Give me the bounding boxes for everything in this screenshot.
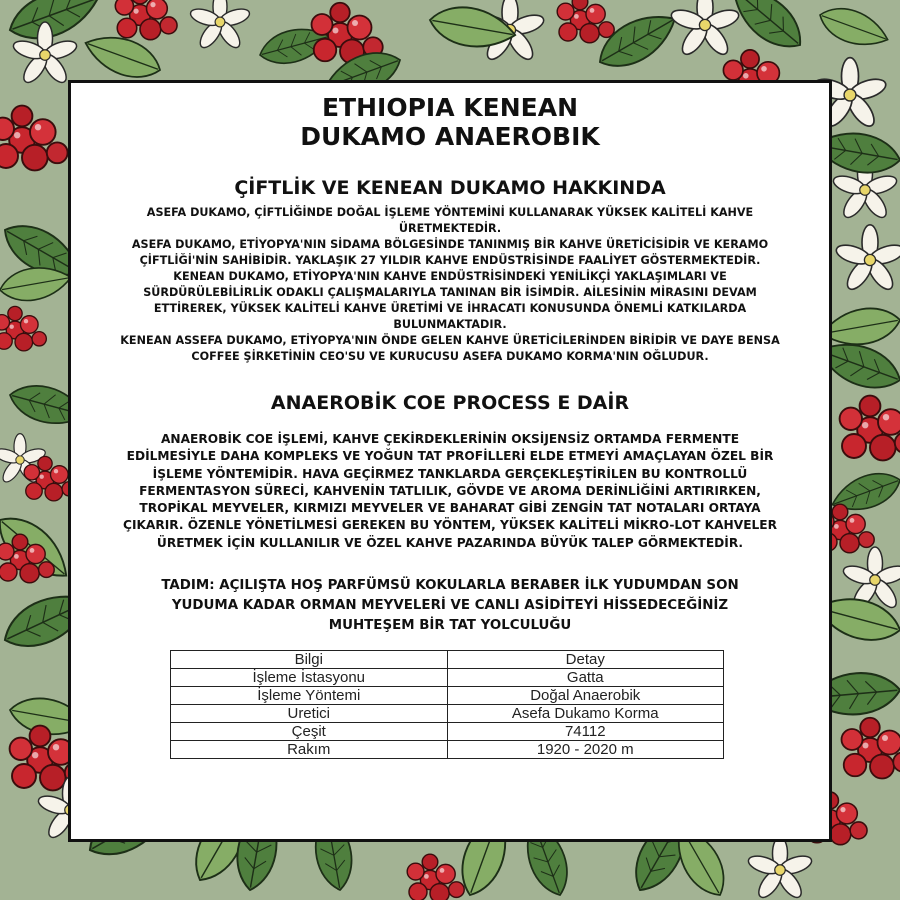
text-line: EDİLMESİYLE DAHA KOMPLEKS VE YOĞUN TAT PROFİLLERİ ELDE ETMEYİ AMAÇLAYAN ÖZEL BİR <box>126 449 774 464</box>
table-cell: Gatta <box>447 669 724 687</box>
table-cell: Uretici <box>171 705 448 723</box>
table-cell: Çeşit <box>171 723 448 741</box>
text-line: ÇIKARIR. ÖZENLE YÖNETİLMESİ GEREKEN BU YÖNTEM, YÜKSEK KALİTELİ MİKRO-LOT KAHVELER <box>123 518 777 533</box>
table-cell: Asefa Dukamo Korma <box>447 705 724 723</box>
text-line: YUDUMA KADAR ORMAN MEYVELERİ VE CANLI ASİDİTEYİ HİSSEDECEĞİNİZ <box>171 598 729 613</box>
table-header-row <box>171 651 724 669</box>
text-line: COFFEE ŞİRKETİNİN CEO'SU VE KURUCUSU ASEFA DUKAMO KORMA'NIN OĞLUDUR. <box>191 350 709 363</box>
table-cell: 74112 <box>447 723 724 741</box>
table-row <box>171 687 724 705</box>
table-cell: İşleme İstasyonu <box>171 669 448 687</box>
text-line: TADIM: AÇILIŞTA HOŞ PARFÜMSÜ KOKULARLA BERABER İLK YUDUMDAN SON <box>161 578 739 593</box>
text-line: ANAEROBİK COE İŞLEMİ, KAHVE ÇEKİRDEKLERİNİN OKSİJENSİZ ORTAMDA FERMENTE <box>160 432 740 446</box>
table-cell: 1920 - 2020 m <box>447 741 724 759</box>
table-cell: İşleme Yöntemi <box>171 687 448 705</box>
text-line: ASEFA DUKAMO, ÇİFTLİĞİNDE DOĞAL İŞLEME YÖNTEMİNİ KULLANARAK YÜKSEK KALİTELİ KAHVE <box>146 206 754 219</box>
page-title <box>0 93 900 151</box>
text-line: ÇİFTLİĞİ'NİN SAHİBİDİR. YAKLAŞIK 27 YILDIR KAHVE ENDÜSTRİSİNDE FAALİYET GÖSTERMEKTEDİR. <box>139 254 761 267</box>
title-line-1: ETHIOPIA KENEAN <box>321 93 578 122</box>
text-line: FERMENTASYON SÜRECİ, KAHVENİN TATLILIK, GÖVDE VE AROMA DERİNLİĞİNİ ARTIRIRKEN, <box>139 483 761 498</box>
process-section-heading: ANAEROBİK COE PROCESS E DAİR <box>270 392 630 414</box>
farm-section-text <box>90 205 810 365</box>
text-line: KENEAN ASSEFA DUKAMO, ETİYOPYA'NIN ÖNDE GELEN KAHVE ÜRETİCİLERİNDEN BİRİDİR VE DAYE BENSA <box>120 334 780 347</box>
text-line: BULUNMAKTADIR. <box>393 318 507 331</box>
table-row <box>171 705 724 723</box>
text-line: ETTİREREK, YÜKSEK KALİTELİ KAHVE ÜRETİMİ VE İHRACATI KONUSUNDA ÖNEMLİ KATKILARDA <box>153 302 747 315</box>
table-row <box>171 741 724 759</box>
table-header-cell: Bilgi <box>171 651 448 669</box>
text-line: ÜRETMEK İÇİN KULLANILIR VE ÖZEL KAHVE PAZARINDA BÜYÜK TALEP GÖRMEKTEDİR. <box>156 535 744 550</box>
table-row <box>171 669 724 687</box>
text-line: ÜRETMEKTEDİR. <box>398 222 502 235</box>
coffee-info-table <box>170 650 724 759</box>
text-line: TROPİKAL MEYVELER, KIRMIZI MEYVELER VE BAHARAT GİBİ ZENGİN TAT NOTALARI ORTAYA <box>139 501 761 516</box>
tasting-notes <box>118 576 782 636</box>
table-row <box>171 723 724 741</box>
table-header-cell: Detay <box>447 651 724 669</box>
text-line: İŞLEME YÖNTEMİDİR. HAVA GEÇİRMEZ TANKLARDA GERÇEKLEŞTİRİLEN BU KONTROLLÜ <box>152 466 748 481</box>
text-line: KENEAN DUKAMO, ETİYOPYA'NIN KAHVE ENDÜSTRİSİNDEKİ YENİLİKÇİ YAKLAŞIMLARI VE <box>173 270 727 283</box>
farm-section-heading: ÇİFTLİK VE KENEAN DUKAMO HAKKINDA <box>234 177 666 199</box>
text-line: SÜRDÜRÜLEBİLİRLİK ODAKLI ÇALIŞMALARIYLA TANINAN BİR İSİMDİR. AİLESİNİN MİRASINI DEVAM <box>143 286 757 299</box>
title-line-2: DUKAMO ANAEROBIK <box>300 122 600 151</box>
text-line: ASEFA DUKAMO, ETİYOPYA'NIN SİDAMA BÖLGESİNDE TANINMIŞ BİR KAHVE ÜRETİCİSİDİR VE KERAMO <box>131 238 769 251</box>
process-section-text <box>118 431 782 552</box>
text-line: MUHTEŞEM BİR TAT YOLCULUĞU <box>328 618 572 633</box>
table-cell: Doğal Anaerobik <box>447 687 724 705</box>
table-cell: Rakım <box>171 741 448 759</box>
